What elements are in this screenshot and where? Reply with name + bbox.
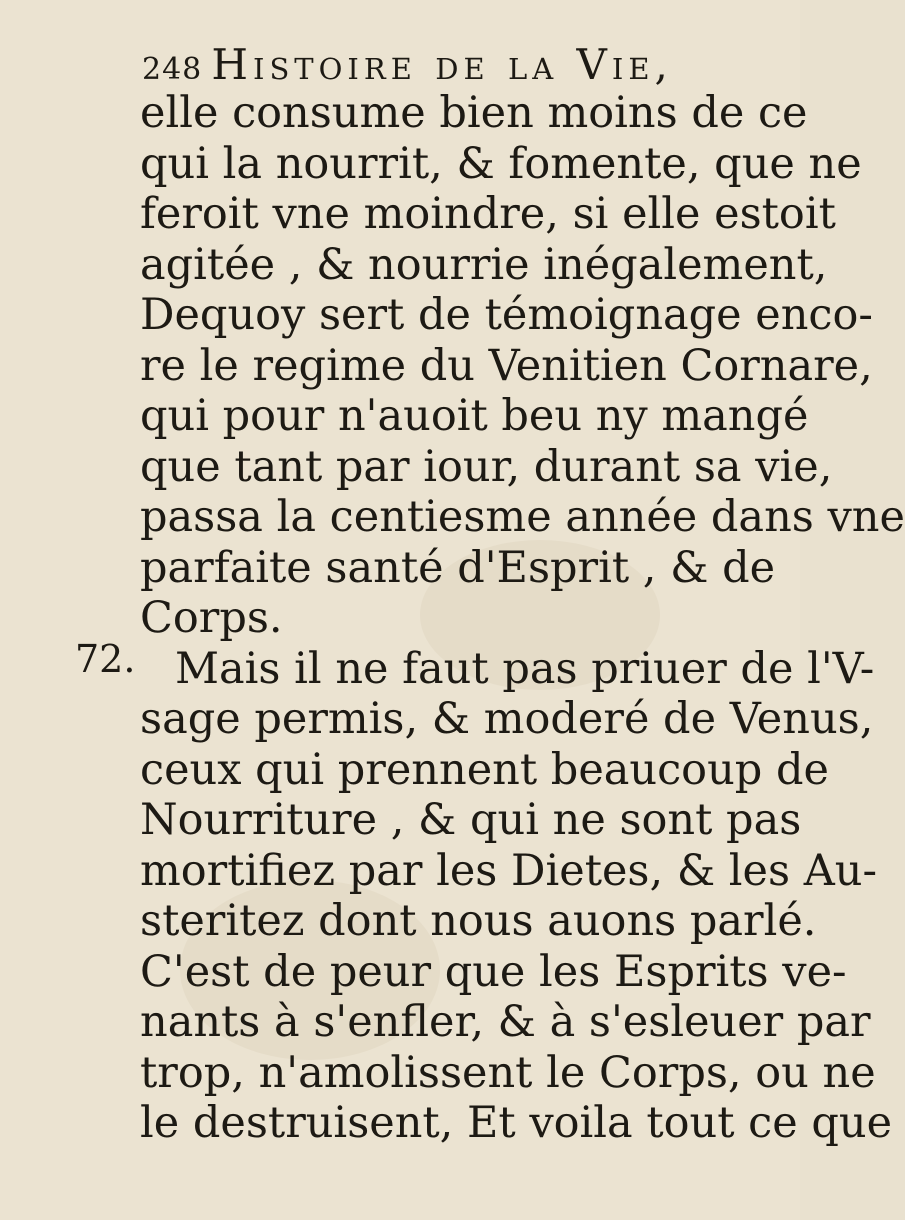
text-line: elle consume bien moins de ce <box>140 88 808 138</box>
text-line: sage permis, & moderé de Venus, <box>140 694 874 744</box>
text-line: qui la nourrit, & fomente, que ne <box>140 138 862 189</box>
text-line: feroit vne moindre, si elle estoit <box>140 189 836 239</box>
text-line: Dequoy sert de témoignage enco- <box>140 290 873 340</box>
text-line: mortifiez par les Dietes, & les Au- <box>140 845 877 896</box>
text-line: le destruisent, Et voila tout ce que <box>140 1098 893 1148</box>
text-line: Corps. <box>140 593 283 643</box>
text-line: re le regime du Venitien Cornare, <box>140 340 873 391</box>
running-title: Histoire de la Vie, <box>211 40 673 89</box>
text-line: Mais il ne faut pas priuer de l'V- <box>175 643 875 694</box>
running-header <box>142 40 722 90</box>
text-line: que tant par iour, durant sa vie, <box>140 441 833 492</box>
text-line: nants à s'enfler, & à s'esleuer par <box>140 997 871 1047</box>
text-line: C'est de peur que les Esprits ve- <box>140 946 847 997</box>
text-line: Nourriture , & qui ne sont pas <box>140 795 802 845</box>
page-number: 248 <box>142 52 203 87</box>
text-line: trop, n'amolissent le Corps, ou ne <box>140 1047 876 1098</box>
body-text <box>140 88 905 1149</box>
text-line: parfaite santé d'Esprit , & de <box>140 542 776 593</box>
text-line: agitée , & nourrie inégalement, <box>140 239 828 290</box>
text-line: ceux qui prennent beaucoup de <box>140 744 829 795</box>
text-line: qui pour n'auoit beu ny mangé <box>140 391 809 441</box>
text-line: passa la centiesme année dans vne <box>140 492 905 542</box>
text-line: steritez dont nous auons parlé. <box>140 896 817 946</box>
section-number: 72. <box>75 637 136 681</box>
